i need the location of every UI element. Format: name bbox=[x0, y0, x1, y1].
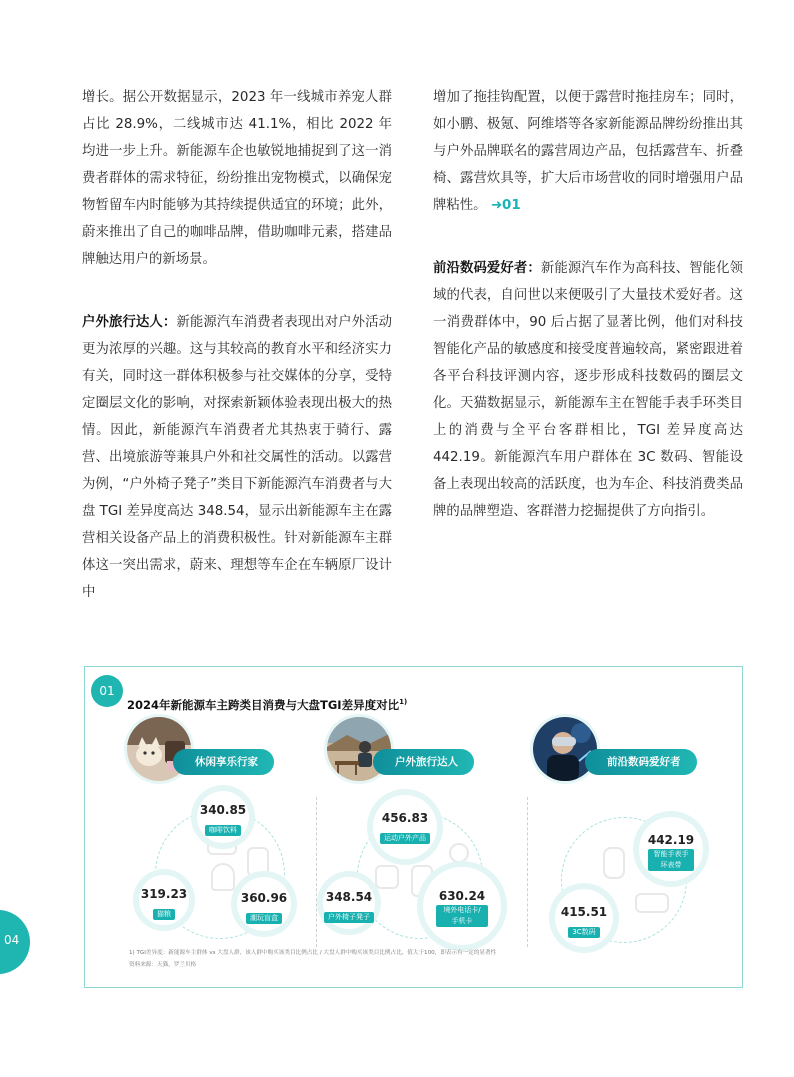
paragraph-digital-enthusiasts bbox=[433, 255, 743, 525]
figure-title-footnote-mark: 1) bbox=[399, 698, 408, 707]
bubble-sim-card bbox=[423, 867, 501, 945]
category-tag: 猫粮 bbox=[153, 909, 175, 920]
paragraph-text: 新能源汽车作为高科技、智能化领域的代表，自问世以来便吸引了大量技术爱好者。这一消费群体中，90 后占据了显著比例，他们对科技智能化产品的敏感度和接受度普遍较高，紧密跟进着各平台科技评测内容，逐步形成科技数码的圈层文化。天猫数据显示，新能源车主在智能手表手环类目上的消费与全平台客群相比，TGI 差异度高达 442.19。新能源汽车用户群体在 3C 数码、智能设备上表现出较高的活跃度，也为车企、科技消费类品牌的品牌塑造、客群潜力挖掘提供了方向指引。 bbox=[433, 261, 744, 519]
chair-outline-icon bbox=[375, 865, 399, 889]
bubble-outdoor-products bbox=[373, 795, 437, 859]
group-label: 休闲享乐行家 bbox=[173, 749, 274, 775]
paragraph-camping-brands bbox=[433, 84, 743, 219]
group-outdoor bbox=[315, 717, 510, 969]
paragraph-lead: 前沿数码爱好者： bbox=[433, 261, 541, 276]
group-leisure bbox=[115, 717, 310, 969]
pet-bowl-outline-icon bbox=[211, 863, 235, 891]
figure-number-badge: 01 bbox=[91, 675, 123, 707]
paragraph-lead: 户外旅行达人： bbox=[82, 315, 177, 330]
blind-box-outline-icon bbox=[247, 847, 269, 877]
figure-title-text: 2024年新能源车主跨类目消费与大盘TGI差异度对比 bbox=[127, 698, 400, 712]
tgi-value: 360.96 bbox=[240, 891, 288, 905]
tgi-value: 415.51 bbox=[560, 905, 608, 919]
category-tag: 咖啡饮料 bbox=[205, 825, 241, 836]
category-tag: 运动户外产品 bbox=[380, 833, 430, 844]
bubble-coffee bbox=[197, 791, 249, 843]
tgi-value: 456.83 bbox=[381, 811, 429, 825]
figure-tgi-comparison bbox=[84, 666, 743, 988]
category-tag: 3C数码 bbox=[568, 927, 599, 938]
figure-footnote: 1) TGI差异度：新能源车主群体 vs 大盘人群，该人群中购买该类目比例占比 / 大盘人群中购买该类目比例占比，值大于100，即表示有一定的显著性 bbox=[129, 950, 497, 956]
page-number: 04 bbox=[4, 933, 20, 947]
figure-source: 资料来源：天猫，罗兰贝格 bbox=[129, 962, 197, 968]
paragraph-text: 增加了拖挂钩配置，以便于露营时拖挂房车；同时，如小鹏、极氪、阿维塔等各家新能源品牌纷纷推出其与户外品牌联名的露营周边产品，包括露营车、折叠椅、露营炊具等，扩大后市场营收的同时增强用户品牌粘性。 bbox=[433, 90, 743, 213]
bubble-3c-digital bbox=[555, 889, 613, 947]
keyboard-outline-icon bbox=[635, 893, 669, 913]
group-digital bbox=[515, 717, 730, 969]
paragraph-text: 新能源汽车消费者表现出对户外活动更为浓厚的兴趣。这与其较高的教育水平和经济实力有关，同时这一群体积极参与社交媒体的分享，受特定圈层文化的影响，对探索新颖体验表现出极大的热情。因此，新能源汽车消费者尤其热衷于骑行、露营、出境旅游等兼具户外和社交属性的活动。以露营为例，“户外椅子凳子”类目下新能源汽车消费者与大盘 TGI 差异度高达 348.54，显示出新能源车主在露营相关设备产品上的消费积极性。针对新能源车主群体这一突出需求，蔚来、理想等车企在车辆原厂设计中 bbox=[82, 315, 393, 600]
figure-title bbox=[127, 697, 407, 713]
bubble-smartwatch bbox=[639, 817, 703, 881]
sport-outline-icon bbox=[449, 843, 469, 863]
vr-user-photo-icon bbox=[533, 717, 597, 781]
category-tag: 智能手表手环表带 bbox=[648, 849, 694, 871]
bubble-outdoor-chairs bbox=[323, 877, 375, 929]
tgi-value: 630.24 bbox=[438, 889, 486, 903]
tgi-value: 319.23 bbox=[140, 887, 188, 901]
bubble-cat-food bbox=[139, 875, 189, 925]
group-label: 前沿数码爱好者 bbox=[585, 749, 697, 775]
digital-photo bbox=[533, 717, 597, 781]
category-tag: 潮玩盲盒 bbox=[246, 913, 282, 924]
left-text-column bbox=[82, 84, 392, 606]
tgi-value: 442.19 bbox=[647, 833, 695, 847]
figure-reference-link[interactable]: ➜01 bbox=[490, 198, 521, 213]
category-tag: 境外电话卡/手机卡 bbox=[436, 905, 488, 927]
tgi-value: 348.54 bbox=[325, 890, 373, 904]
category-tag: 户外椅子凳子 bbox=[324, 912, 374, 923]
right-text-column bbox=[433, 84, 743, 525]
paragraph-pet-consumers bbox=[82, 84, 392, 273]
paragraph-text: 增长。据公开数据显示，2023 年一线城市养宠人群占比 28.9%，二线城市达 41.1%，相比 2022 年均进一步上升。新能源车企也敏锐地捕捉到了这一消费者群体的需求特征，纷纷推出宠物模式，以确保宠物暂留车内时能够为其持续提供适宜的环境；此外，蔚来推出了自己的咖啡品牌，借助咖啡元素，搭建品牌触达用户的新场景。 bbox=[82, 90, 392, 267]
smartwatch-outline-icon bbox=[603, 847, 625, 879]
tgi-value: 340.85 bbox=[199, 803, 247, 817]
group-label: 户外旅行达人 bbox=[373, 749, 474, 775]
paragraph-outdoor-travelers bbox=[82, 309, 392, 606]
bubble-blind-box bbox=[237, 877, 291, 931]
